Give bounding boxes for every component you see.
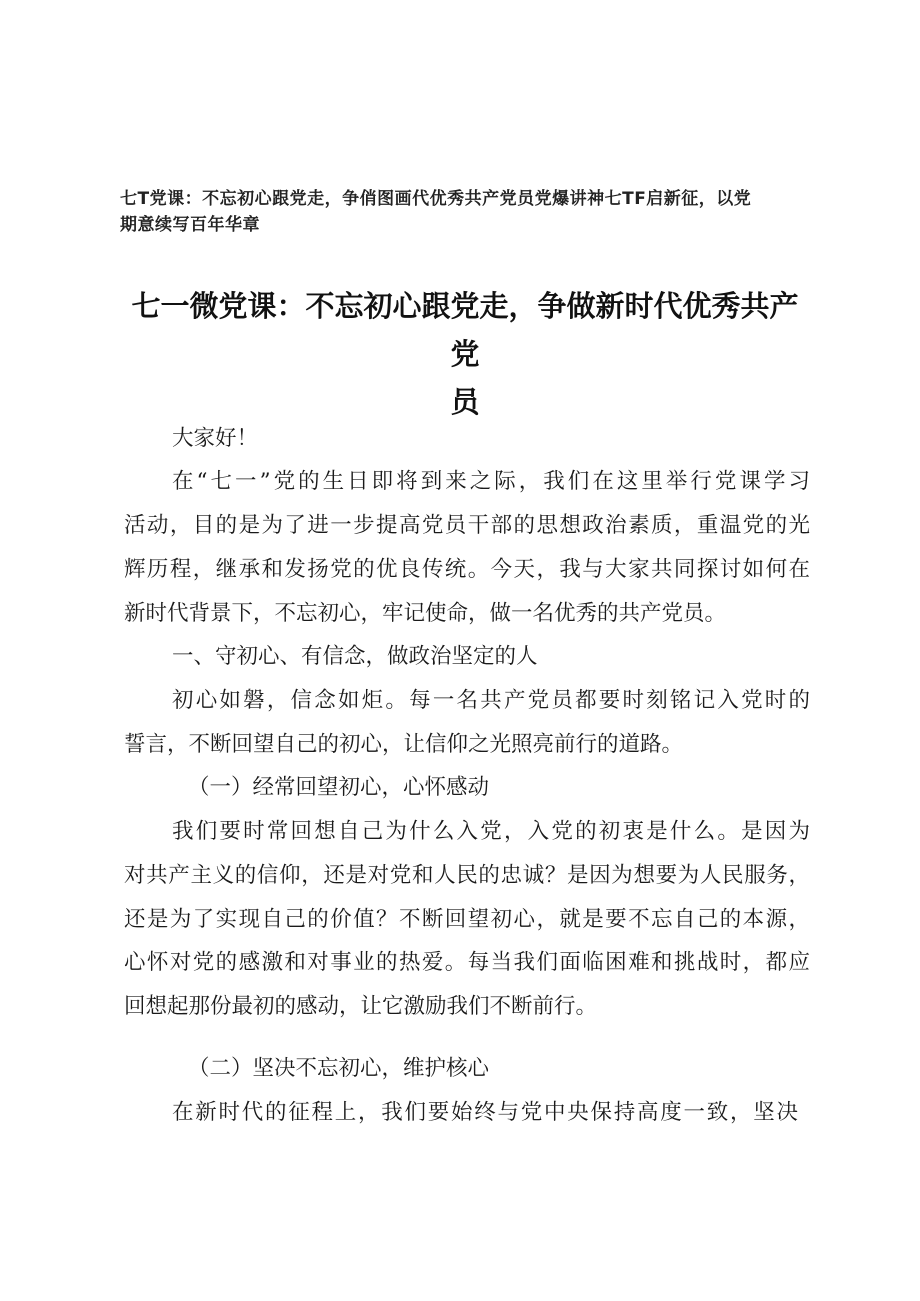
paragraph-line: 我们要时常回想自己为什么入党，入党的初衷是什么。是因为 <box>172 819 810 844</box>
header-line-2: 期意续写百年华章 <box>120 215 260 235</box>
document-header <box>120 186 810 238</box>
paragraph-line: 回想起那份最初的感动，让它激励我们不断前行。 <box>124 994 598 1019</box>
page-title <box>120 282 810 426</box>
paragraph-line: 初心如磐，信念如炬。每一名共产党员都要时刻铭记入党时的 <box>172 688 810 713</box>
title-line-2: 员 <box>450 385 480 419</box>
subsection-heading: （二）坚决不忘初心，维护核心 <box>188 1056 490 1081</box>
section-heading: 一、守初心、有信念，做政治坚定的人 <box>172 644 538 669</box>
paragraph-line: 对共产主义的信仰，还是对党和人民的忠诚？是因为想要为人民服务， <box>124 863 810 888</box>
paragraph-line: 活动，目的是为了进一步提高党员干部的思想政治素质，重温党的光 <box>124 513 810 538</box>
paragraph-line: 心怀对党的感激和对事业的热爱。每当我们面临困难和挑战时，都应 <box>124 950 810 975</box>
greeting: 大家好！ <box>172 426 259 451</box>
paragraph-line: 辉历程，继承和发扬党的优良传统。今天，我与大家共同探讨如何在 <box>124 557 810 582</box>
paragraph-line: 在新时代的征程上，我们要始终与党中央保持高度一致，坚决 <box>172 1100 798 1125</box>
paragraph-line: 还是为了实现自己的价值？不断回望初心，就是要不忘自己的本源， <box>124 907 810 932</box>
header-line-1: 七T党课：不忘初心跟党走，争俏图画代优秀共产党员党爆讲神七TF启新征，以党 <box>120 189 752 209</box>
paragraph-line: 在“七一”党的生日即将到来之际，我们在这里举行党课学习 <box>172 469 810 494</box>
paragraph-line: 新时代背景下，不忘初心，牢记使命，做一名优秀的共产党员。 <box>124 601 727 626</box>
title-line-1: 七一微党课：不忘初心跟党走，争做新时代优秀共产党 <box>131 289 799 371</box>
subsection-heading: （一）经常回望初心，心怀感动 <box>188 775 490 800</box>
paragraph-line: 誓言，不断回望自己的初心，让信仰之光照亮前行的道路。 <box>124 732 684 757</box>
